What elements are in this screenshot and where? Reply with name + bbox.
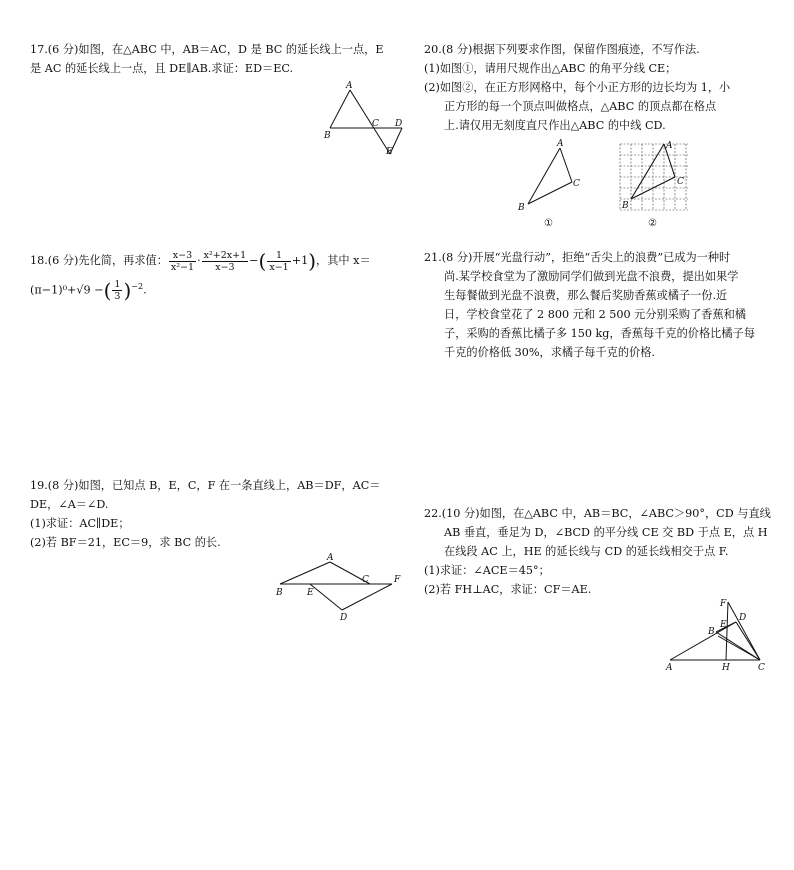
q19-line-1: 19.(8 分)如图，已知点 B，E，C，F 在一条直线上，AB＝DF，AC＝ xyxy=(30,479,381,492)
q22-label-b: B xyxy=(708,627,715,637)
q22-line-3: 在线段 AC 上，HE 的延长线与 CD 的延长线相交于点 F. xyxy=(444,545,729,558)
q20-line-3: (2)如图②，在正方形网格中，每个小正方形的边长均为 1，小 xyxy=(424,81,731,94)
q20-line-1: 20.(8 分)根据下列要求作图，保留作图痕迹，不写作法. xyxy=(424,43,700,56)
q21-line-3: 生每餐做到光盘不浪费，那么餐后奖励香蕉或橘子一份.近 xyxy=(444,289,728,302)
q19-label-f: F xyxy=(394,575,401,585)
q20-fig1-label-c: C xyxy=(573,179,580,189)
question-20 xyxy=(424,40,730,135)
q22-line-2: AB 垂直，垂足为 D，∠BCD 的平分线 CE 交 BD 于点 E，点 H xyxy=(444,526,768,539)
q21-line-1: 21.(8 分)开展“光盘行动”，拒绝“舌尖上的浪费”已成为一种时 xyxy=(424,251,731,264)
q22-label-a: A xyxy=(666,663,673,673)
q18-line-2: (π−1)⁰+√9 −( $\frac{1}{3}$ )$^{-2}$. xyxy=(30,278,147,303)
q21-line-6: 千克的价格低 30%，求橘子每千克的价格. xyxy=(444,346,655,359)
q18-fraction-4: $\frac{1}{3}$ xyxy=(114,279,121,303)
q19-line-2: DE，∠A＝∠D. xyxy=(30,498,109,511)
question-22 xyxy=(424,504,771,599)
q18-fraction-3: $\frac{1}{x-1}$ xyxy=(269,249,289,273)
question-18 xyxy=(30,248,371,304)
q19-label-d: D xyxy=(340,613,348,623)
question-17 xyxy=(30,40,384,78)
q22-label-d: D xyxy=(739,613,747,623)
q20-line-5: 上.请仅用无刻度直尺作出△ABC 的中线 CD. xyxy=(444,119,666,132)
q22-line-5: (2)若 FH⊥AC，求证：CF＝AE. xyxy=(424,583,592,596)
q20-figure-1 xyxy=(512,136,587,231)
q17-line-2: 是 AC 的延长线上一点，且 DE∥AB.求证：ED＝EC. xyxy=(30,62,294,75)
q20-fig1-label-b: B xyxy=(518,203,525,213)
q22-line-4: (1)求证：∠ACE＝45°； xyxy=(424,564,550,577)
q19-label-e: E xyxy=(307,588,314,598)
q20-fig2-label-a: A xyxy=(666,141,673,151)
question-19 xyxy=(30,476,380,552)
q18-fraction-2: $\frac{\text{x²+2x+1}}{x-3}$ xyxy=(203,249,247,273)
q18-exponent: −2 xyxy=(131,282,144,291)
q22-line-1: 22.(10 分)如图，在△ABC 中，AB＝BC，∠ABC＞90°，CD 与直线 xyxy=(424,507,771,520)
q20-fig2-label-c: C xyxy=(677,177,684,187)
q21-line-2: 尚.某学校食堂为了激励同学们做到光盘不浪费，提出如果学 xyxy=(444,270,739,283)
q20-fig2-caption: ② xyxy=(648,218,657,229)
q20-figure-2-grid xyxy=(612,136,697,231)
q18-dot: · xyxy=(197,254,201,267)
q17-figure xyxy=(320,78,410,158)
q19-figure xyxy=(272,550,407,625)
q19-line-3: (1)求证：AC∥DE； xyxy=(30,517,130,530)
q19-label-a: A xyxy=(327,553,334,563)
q17-label-a: A xyxy=(346,81,353,91)
q18-plus-one: +1 xyxy=(291,254,309,267)
q18-prefix: 18.(6 分)先化简，再求值： xyxy=(30,254,168,267)
q20-line-2: (1)如图①，请用尺规作出△ABC 的角平分线 CE； xyxy=(424,62,677,75)
q19-label-b: B xyxy=(276,588,283,598)
q17-label-c: C xyxy=(372,119,379,129)
q18-line-1: 18.(6 分)先化简，再求值： $\frac{x-3}{\text{x²−1}}$ · $\frac{\text{x²+2x+1}}{x-3}$ −( $\frac{1}{x-1}$ +1)，其中 x＝ xyxy=(30,249,371,273)
q20-fig2-label-b: B xyxy=(622,201,629,211)
q18-fraction-1: $\frac{x-3}{\text{x²−1}}$ xyxy=(170,249,195,273)
q20-fig1-label-a: A xyxy=(557,139,564,149)
q19-label-c: C xyxy=(362,575,369,585)
q21-line-4: 日，学校食堂花了 2 800 元和 2 500 元分别采购了香蕉和橘 xyxy=(444,308,747,321)
q17-label-d: D xyxy=(395,119,403,129)
q22-label-c: C xyxy=(758,663,765,673)
q18-suffix: ，其中 x＝ xyxy=(316,254,371,267)
q20-fig1-caption: ① xyxy=(544,218,553,229)
q17-label-b: B xyxy=(324,131,331,141)
q22-label-h: H xyxy=(722,663,730,673)
q19-line-4: (2)若 BF＝21，EC＝9，求 BC 的长. xyxy=(30,536,221,549)
q22-figure xyxy=(664,596,774,676)
q17-label-e: E xyxy=(386,147,393,157)
q22-label-e: E xyxy=(720,620,727,630)
q20-line-4: 正方形的每一个顶点叫做格点，△ABC 的顶点都在格点 xyxy=(444,100,717,113)
q18-minus: − xyxy=(249,254,259,267)
q18-expression: (π−1)⁰+√9 − xyxy=(30,283,104,297)
q22-label-f: F xyxy=(720,599,727,609)
q21-line-5: 子，采购的香蕉比橘子多 150 kg，香蕉每千克的价格比橘子每 xyxy=(444,327,755,340)
q18-end: . xyxy=(143,283,147,297)
q17-line-1: 17.(6 分)如图，在△ABC 中，AB＝AC，D 是 BC 的延长线上一点，E xyxy=(30,43,384,56)
question-21 xyxy=(424,248,755,362)
